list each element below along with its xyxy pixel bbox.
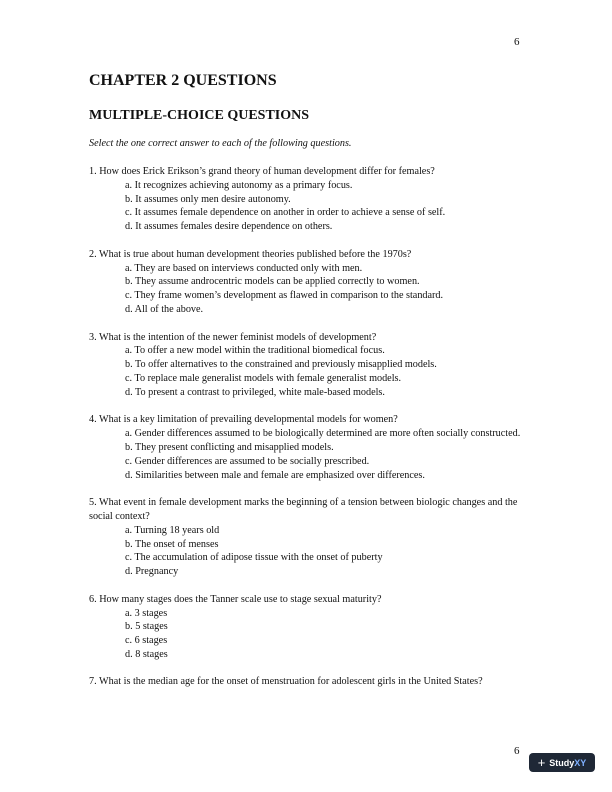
answer-option: a. To offer a new model within the traditional biomedical focus.	[125, 345, 385, 357]
brand-name: StudyXY	[549, 757, 587, 768]
answer-option: c. Gender differences are assumed to be socially prescribed.	[125, 455, 370, 467]
question	[89, 248, 529, 317]
instructions: Select the one correct answer to each of the following questions.	[89, 138, 352, 149]
page-number-top: 6	[514, 36, 520, 48]
question	[89, 331, 529, 400]
question	[89, 413, 529, 482]
plus-icon: +	[537, 755, 546, 770]
answer-option: a. 3 stages	[125, 607, 168, 619]
question	[89, 165, 529, 234]
question-text: 4. What is a key limitation of prevailing developmental models for women?	[89, 414, 398, 426]
answer-option: a. They are based on interviews conducted only with men.	[125, 262, 363, 274]
answer-options	[89, 179, 529, 234]
answer-options	[89, 607, 529, 662]
answer-option: d. Similarities between male and female are emphasized over differences.	[125, 469, 425, 481]
question-text: 3. What is the intention of the newer feminist models of development?	[89, 331, 377, 343]
question-text: 2. What is true about human development theories published before the 1970s?	[89, 248, 412, 260]
answer-option: b. To offer alternatives to the constrained and previously misapplied models.	[125, 359, 437, 371]
question	[89, 593, 529, 662]
question-text: 6. How many stages does the Tanner scale use to stage sexual maturity?	[89, 593, 382, 605]
answer-option: b. The onset of menses	[125, 538, 219, 550]
answer-options	[89, 427, 529, 482]
answer-option: b. 5 stages	[125, 621, 168, 633]
question-text: 5. What event in female development marks the beginning of a tension between biologic changes and the social context?	[89, 497, 518, 522]
answer-option: c. It assumes female dependence on another in order to achieve a sense of self.	[125, 207, 446, 219]
answer-option: d. Pregnancy	[125, 566, 179, 578]
answer-option: d. 8 stages	[125, 648, 168, 660]
chapter-title: CHAPTER 2 QUESTIONS	[89, 72, 277, 89]
question-text: 1. How does Erick Erikson’s grand theory of human development differ for females?	[89, 166, 435, 177]
question	[89, 675, 529, 689]
answer-option: a. It recognizes achieving autonomy as a primary focus.	[125, 179, 353, 191]
answer-option: d. It assumes females desire dependence on others.	[125, 221, 333, 233]
section-title: MULTIPLE-CHOICE QUESTIONS	[89, 108, 310, 123]
question-list	[89, 165, 529, 703]
answer-option: d. To present a contrast to privileged, white male-based models.	[125, 386, 385, 398]
question-text: 7. What is the median age for the onset of menstruation for adolescent girls in the United States?	[89, 676, 483, 688]
answer-option: b. They present conflicting and misapplied models.	[125, 441, 334, 453]
answer-option: d. All of the above.	[125, 303, 204, 315]
answer-options	[89, 344, 529, 399]
answer-options	[89, 262, 529, 317]
answer-option: a. Turning 18 years old	[125, 524, 220, 536]
answer-option: c. The accumulation of adipose tissue with the onset of puberty	[125, 552, 383, 564]
answer-option: c. 6 stages	[125, 635, 168, 647]
answer-option: a. Gender differences assumed to be biologically determined are more often socially constructed.	[125, 428, 521, 440]
answer-option: c. To replace male generalist models with female generalist models.	[125, 372, 402, 384]
answer-options	[89, 524, 529, 579]
page-number-bottom: 6	[514, 745, 520, 757]
answer-option: c. They frame women’s development as flawed in comparison to the standard.	[125, 290, 444, 302]
question	[89, 496, 529, 579]
answer-option: b. They assume androcentric models can be applied correctly to women.	[125, 276, 420, 288]
studyxy-badge[interactable]	[529, 753, 595, 772]
answer-option: b. It assumes only men desire autonomy.	[125, 193, 291, 205]
